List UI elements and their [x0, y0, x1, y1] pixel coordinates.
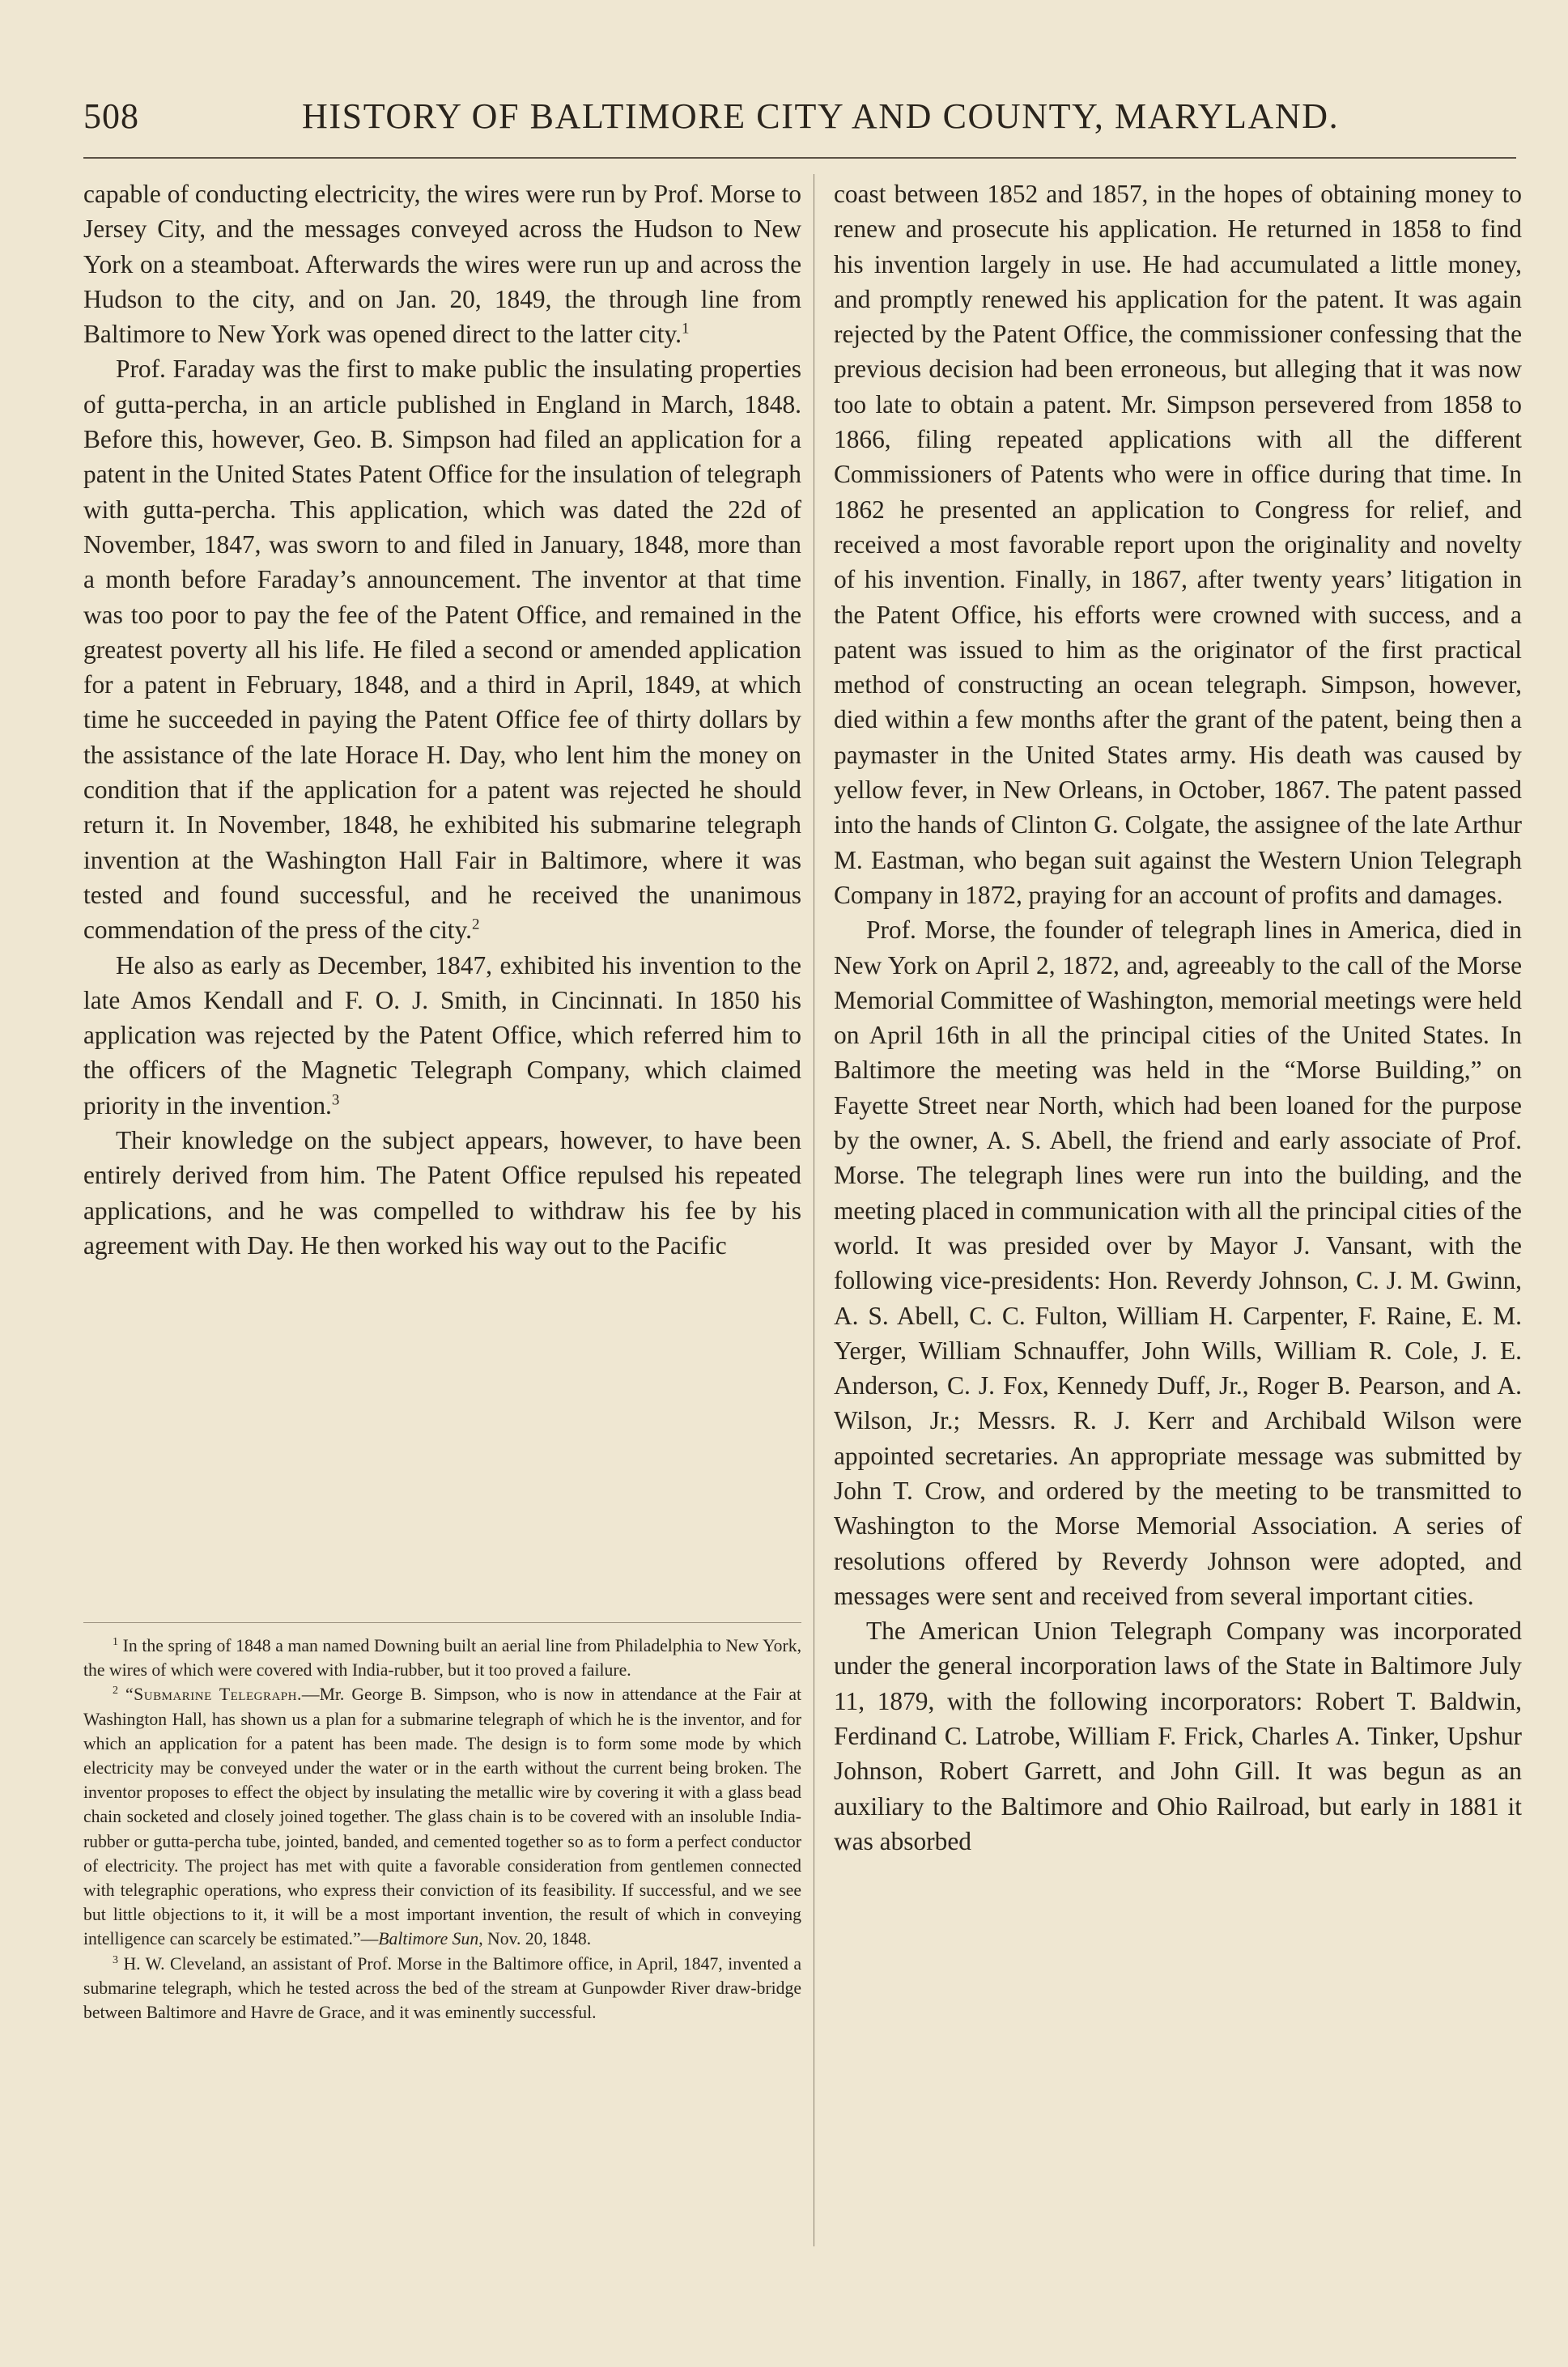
left-paragraph-2 — [83, 351, 801, 947]
footnote-2-source: Baltimore Sun — [378, 1929, 479, 1949]
footnote-1-text: In the spring of 1848 a man named Downing built an aerial line from Philadelphia to New York, the wires of which were covered with India-rubber, but it too proved a failure. — [83, 1636, 801, 1681]
left-paragraph-1 — [83, 176, 801, 351]
left-paragraph-1-text: capable of conducting electricity, the wires were run by Prof. Morse to Jersey City, and the messages conveyed across the Hudson to New York on a steamboat. Afterwards the wires were run up and across the Hudson to the city, and on Jan. 20, 1849, the through line from Baltimore to New York was opened direct to the latter city. — [83, 180, 801, 349]
footnote-2-mark: 2 — [113, 1685, 118, 1698]
footnote-ref-3: 3 — [331, 1091, 340, 1109]
footnote-3-text: H. W. Cleveland, an assistant of Prof. Morse in the Baltimore office, in April, 1847, invented a submarine telegraph, which he tested across the bed of the stream at Gunpowder River draw-bridge between Baltimore and Havre de Grace, and it was eminently successful. — [83, 1953, 801, 2023]
left-paragraph-3 — [83, 948, 801, 1123]
left-paragraph-2-text: Prof. Faraday was the first to make public the insulating properties of gutta-percha, in an article published in England in March, 1848. Before this, however, Geo. B. Simpson had filed an application for a patent in the United States Patent Office for the insulation of telegraph with gutta-percha. This application, which was dated the 22d of November, 1847, was sworn to and filed in January, 1848, more than a month before Faraday’s announcement. The inventor at that time was too poor to pay the fee of the Patent Office, and remained in the greatest poverty all his life. He filed a second or amended application for a patent in February, 1848, and a third in April, 1849, at which time he succeeded in paying the Patent Office fee of thirty dollars by the assistance of the late Horace H. Day, who lent him the money on condition that if the application for a patent was rejected he should return it. In November, 1848, he exhibited his submarine telegraph invention at the Washington Hall Fair in Baltimore, where it was tested and found successful, and he received the unanimous commendation of the press of the city. — [83, 355, 801, 945]
footnote-1 — [83, 1634, 801, 1682]
footnote-1-mark: 1 — [113, 1635, 118, 1648]
footnote-2-date: , Nov. 20, 1848. — [478, 1929, 592, 1949]
footnote-2-caption: “Submarine Telegraph. — [125, 1685, 302, 1705]
header-rule — [83, 157, 1516, 159]
footnote-ref-2: 2 — [472, 916, 480, 933]
right-column — [834, 176, 1522, 1859]
left-column — [83, 176, 801, 1263]
footnote-3 — [83, 1952, 801, 2025]
footnote-ref-1: 1 — [681, 320, 690, 338]
footnote-2-text: —Mr. George B. Simpson, who is now in attendance at the Fair at Washington Hall, has shown us a plan for a submarine telegraph of which he is the inventor, and for which an application for a patent has been made. The design is to form some mode by which electricity may be conveyed under the water or in the earth without the current being broken. The inventor proposes to effect the object by insulating the metallic wire by covering it with a glass bead chain socketed and closely joined together. The glass chain is to be covered with an insoluble India-rubber or gutta-percha tube, jointed, banded, and cemented together so as to form a perfect conductor of electricity. The project has met with quite a favorable consideration from gentlemen connected with telegraphic operations, who express their conviction of its feasibility. If successful, and we see but little objections to it, it will be a most important invention, the result of which in conveying intelligence can scarcely be estimated.”— — [83, 1685, 801, 1949]
right-paragraph-3: The American Union Telegraph Company was incorporated under the general incorporation laws of the State in Baltimore July 11, 1879, with the following incorporators: Robert T. Baldwin, Ferdinand C. Latrobe, William F. Frick, Charles A. Tinker, Upshur Johnson, Robert Garrett, and John Gill. It was begun as an auxiliary to the Baltimore and Ohio Railroad, but early in 1881 it was absorbed — [834, 1617, 1522, 1855]
page-number: 508 — [83, 96, 139, 136]
right-paragraph-2: Prof. Morse, the founder of telegraph lines in America, died in New York on April 2, 1872, and, agreeably to the call of the Morse Memorial Committee of Washington, memorial meetings were held on April 16th in all the principal cities of the United States. In Baltimore the meeting was held in the “Morse Building,” on Fayette Street near North, which had been loaned for the purpose by the owner, A. S. Abell, the friend and early associate of Prof. Morse. The telegraph lines were run into the building, and the meeting placed in communication with all the principal cities of the world. It was presided over by Mayor J. Vansant, with the following vice-presidents: Hon. Reverdy Johnson, C. J. M. Gwinn, A. S. Abell, C. C. Fulton, William H. Carpenter, F. Raine, E. M. Yerger, William Schnauffer, John Wills, William R. Cole, J. E. Anderson, C. J. Fox, Kennedy Duff, Jr., Roger B. Pearson, and A. Wilson, Jr.; Messrs. R. J. Kerr and Archibald Wilson were appointed secretaries. An appropriate message was submitted by John T. Crow, and ordered by the meeting to be transmitted to Washington to the Morse Memorial Association. A series of resolutions offered by Reverdy Johnson were adopted, and messages were sent and received from several important cities. — [834, 916, 1522, 1610]
right-paragraph-1: coast between 1852 and 1857, in the hopes of obtaining money to renew and prosecute his application. He returned in 1858 to find his invention largely in use. He had accumulated a little money, and promptly renewed his application for the patent. It was again rejected by the Patent Office, the commissioner confessing that the previous decision had been erroneous, but alleging that it was now too late to obtain a patent. Mr. Simpson persevered from 1858 to 1866, filing repeated applications with all the different Commissioners of Patents who were in office during that time. In 1862 he presented an application to Congress for relief, and received a most favorable report upon the originality and novelty of his invention. Finally, in 1867, after twenty years’ litigation in the Patent Office, his efforts were crowned with success, and a patent was issued to him as the originator of the first practical method of constructing an ocean telegraph. Simpson, however, died within a few months after the grant of the patent, being then a paymaster in the United States army. His death was caused by yellow fever, in New Orleans, in October, 1867. The patent passed into the hands of Clinton G. Colgate, the assignee of the late Arthur M. Eastman, who began suit against the Western Union Telegraph Company in 1872, praying for an account of profits and damages. — [834, 180, 1522, 909]
footnotes — [83, 1634, 801, 2025]
running-title: HISTORY OF BALTIMORE CITY AND COUNTY, MARYLAND. — [302, 96, 1340, 136]
footnote-3-mark: 3 — [113, 1953, 118, 1966]
footnote-2 — [83, 1682, 801, 1951]
footnote-rule — [83, 1622, 801, 1623]
left-paragraph-4: Their knowledge on the subject appears, however, to have been entirely derived from him. The Patent Office repulsed his repeated applications, and he was compelled to withdraw his fee by his agreement with Day. He then worked his way out to the Pacific — [83, 1126, 801, 1260]
left-paragraph-3-text: He also as early as December, 1847, exhibited his invention to the late Amos Kendall and F. O. J. Smith, in Cincinnati. In 1850 his application was rejected by the Patent Office, which referred him to the officers of the Magnetic Telegraph Company, which claimed priority in the invention. — [83, 950, 801, 1120]
